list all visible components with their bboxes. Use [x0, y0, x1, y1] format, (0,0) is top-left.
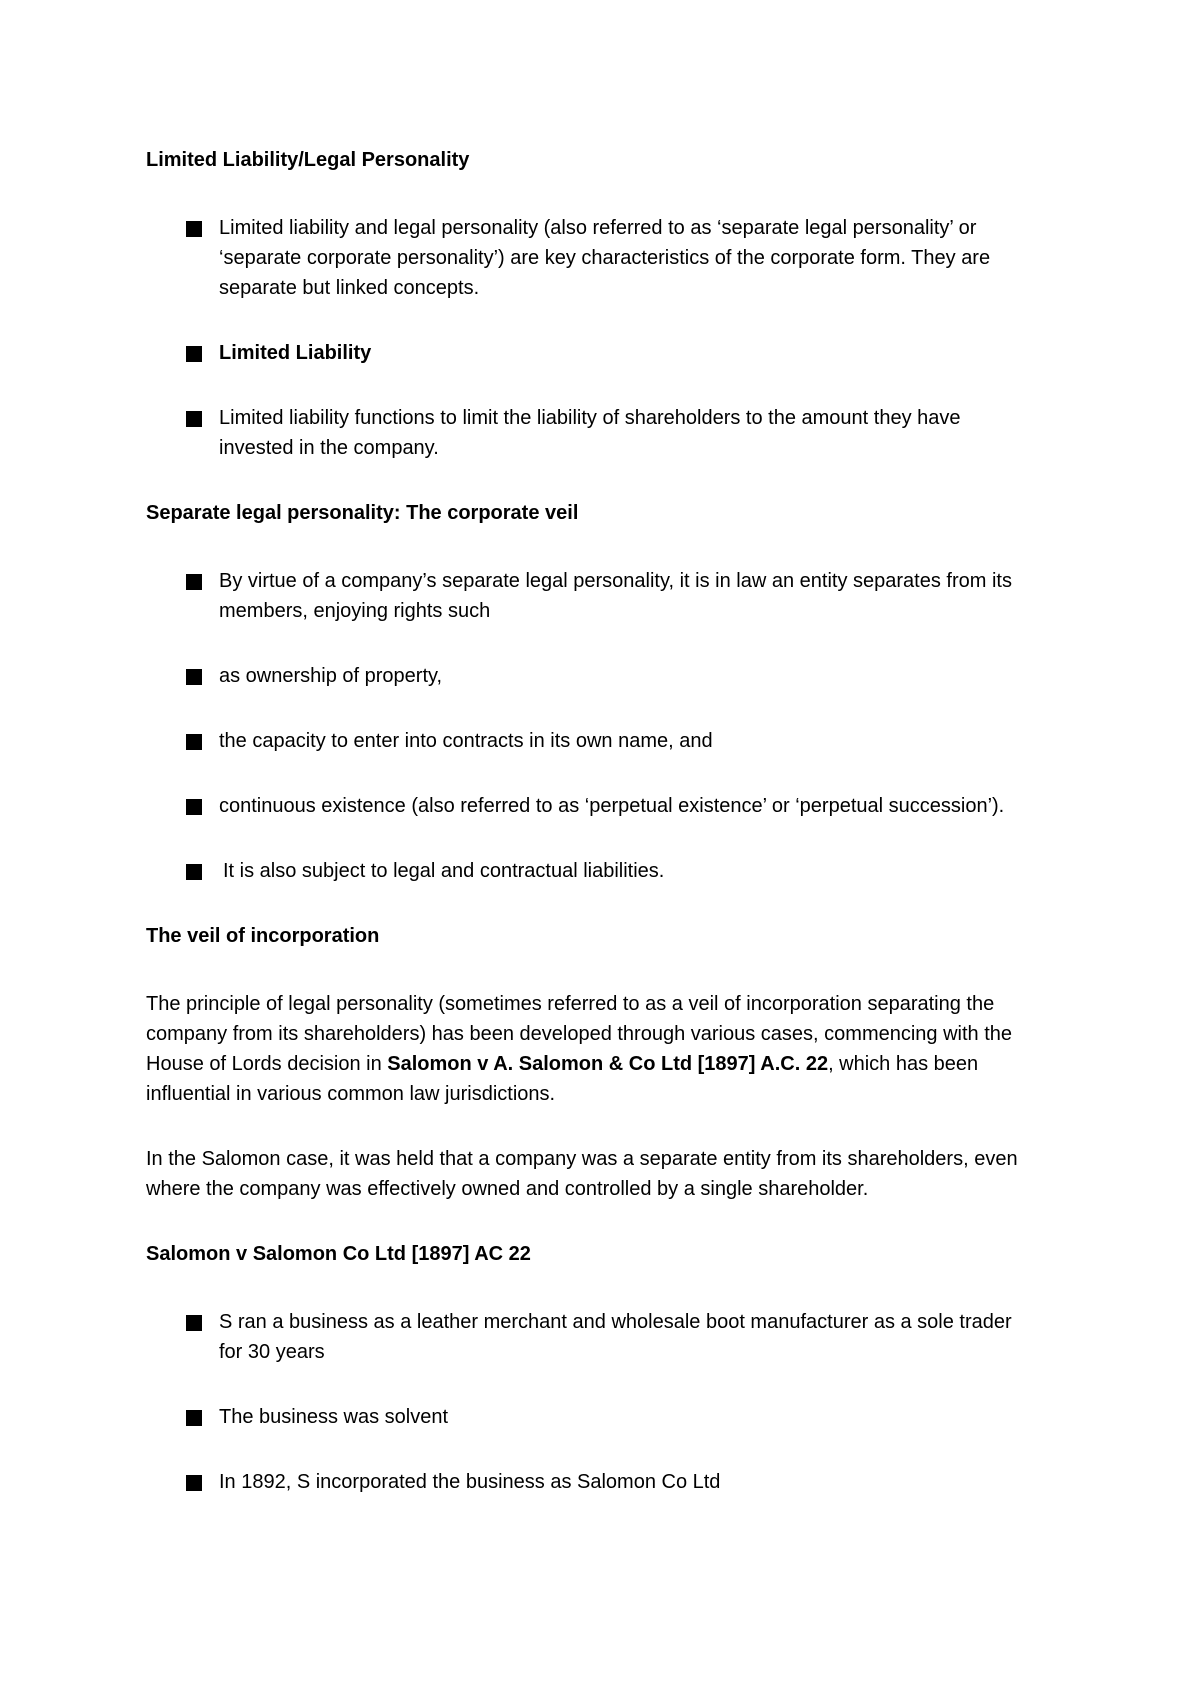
list-item: [146, 791, 1029, 821]
square-bullet-icon: [186, 1410, 202, 1426]
list-item: [146, 338, 1029, 368]
case-citation: Salomon v A. Salomon & Co Ltd [1897] A.C. 22: [387, 1053, 829, 1075]
paragraph-salomon-case: In the Salomon case, it was held that a company was a separate entity from its shareholders, even where the company was effectively owned and controlled by a single shareholder.: [146, 1148, 1018, 1200]
square-bullet-icon: [186, 1315, 202, 1331]
section-heading-corporate-veil: Separate legal personality: The corporate veil: [146, 502, 579, 524]
section-heading-salomon-case: Salomon v Salomon Co Ltd [1897] AC 22: [146, 1243, 531, 1265]
list-item-text: continuous existence (also referred to as ‘perpetual existence’ or ‘perpetual succession’).: [219, 795, 1005, 817]
list-item-text: The business was solvent: [219, 1406, 449, 1428]
section-heading-veil-of-incorporation: The veil of incorporation: [146, 925, 380, 947]
list-item-text: In 1892, S incorporated the business as Salomon Co Ltd: [219, 1471, 721, 1493]
list-item-text: Limited liability functions to limit the liability of shareholders to the amount they have invested in the company.: [219, 407, 961, 459]
list-item-text: the capacity to enter into contracts in its own name, and: [219, 730, 713, 752]
bullet-list-corporate-veil: [146, 566, 1100, 886]
square-bullet-icon: [186, 799, 202, 815]
square-bullet-icon: [186, 669, 202, 685]
list-item: [146, 213, 1029, 303]
list-item: [146, 661, 1029, 691]
section-heading-limited-liability-legal-personality: Limited Liability/Legal Personality: [146, 149, 470, 171]
list-item: [146, 726, 1029, 756]
square-bullet-icon: [186, 346, 202, 362]
list-item: [146, 1402, 1029, 1432]
list-item-text: Limited Liability: [219, 342, 372, 364]
square-bullet-icon: [186, 221, 202, 237]
paragraph-text: The principle of legal personality (sometimes referred to as a veil of incorporation separating the company from its shareholders) has been developed through various cases, commencing with the House of Lords decision in: [146, 993, 1013, 1075]
list-item: [146, 856, 1029, 886]
square-bullet-icon: [186, 1475, 202, 1491]
list-item: [146, 403, 1029, 463]
list-item: [146, 1307, 1029, 1367]
paragraph-principle-legal-personality: [146, 989, 1066, 1109]
bullet-list-salomon-facts: [146, 1307, 1100, 1497]
list-item-text: S ran a business as a leather merchant and wholesale boot manufacturer as a sole trader for 30 years: [219, 1311, 1012, 1363]
list-item: [146, 1467, 1029, 1497]
list-item-text: By virtue of a company’s separate legal personality, it is in law an entity separates from its members, enjoying rights such: [219, 570, 1012, 622]
paragraph-text: , which has been influential in various common law jurisdictions.: [146, 1053, 979, 1105]
bullet-list-limited-liability: [146, 213, 1100, 463]
list-item-text: Limited liability and legal personality (also referred to as ‘separate legal personality’ or ‘separate corporate personality’) are key characteristics of the corporate form. They are separate but linked concepts.: [219, 217, 991, 299]
square-bullet-icon: [186, 411, 202, 427]
square-bullet-icon: [186, 864, 202, 880]
list-item-text: It is also subject to legal and contractual liabilities.: [223, 860, 665, 882]
square-bullet-icon: [186, 574, 202, 590]
list-item-text: as ownership of property,: [219, 665, 443, 687]
square-bullet-icon: [186, 734, 202, 750]
list-item: [146, 566, 1029, 626]
